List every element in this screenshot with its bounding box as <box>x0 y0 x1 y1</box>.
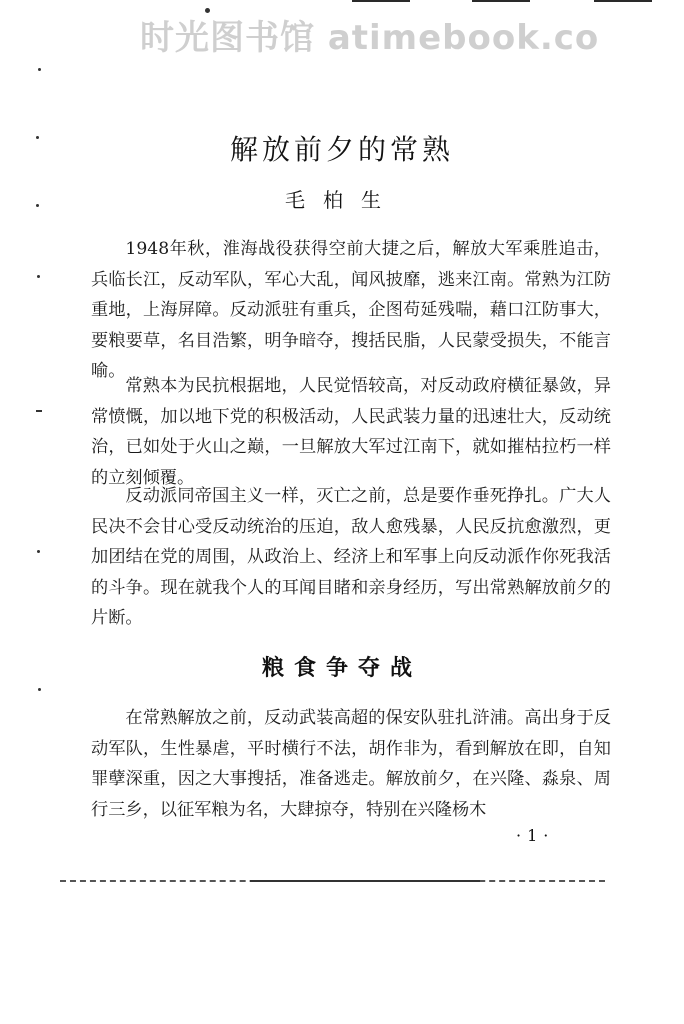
paragraph-3: 反动派同帝国主义一样，灭亡之前，总是要作垂死挣扎。广大人民决不会甘心受反动统治的压迫，敌人愈残暴，人民反抗愈激烈，更加团结在党的周围，从政治上、经济上和军事上向反动派作你死我活的斗争。现在就我个人的耳闻目睹和亲身经历，写出常熟解放前夕的片断。 <box>91 486 611 629</box>
paragraph-1: 1948年秋，淮海战役获得空前大捷之后，解放大军乘胜追击，兵临长江，反动军队，军心大乱，闻风披靡，逃来江南。常熟为江防重地，上海屏障。反动派驻有重兵，企图苟延残喘，藉口江防事大，要粮要草，名目浩繁，明争暗夺，搜括民脂，人民蒙受损失，不能言喻。 <box>91 239 611 382</box>
top-rule-2 <box>472 0 530 2</box>
scan-speck <box>38 68 41 71</box>
bottom-rule-solid <box>250 880 480 882</box>
paragraph-2: 常熟本为民抗根据地，人民觉悟较高，对反动政府横征暴敛，异常愤慨，加以地下党的积极活动，人民武装力量的迅速壮大，反动统治，已如处于火山之巅，一旦解放大军过江南下，就如摧枯拉朽一样的立刻倾覆。 <box>91 376 611 488</box>
page-number: ·1· <box>516 826 555 845</box>
scan-speck <box>36 410 42 412</box>
section-paragraph: 在常熟解放之前，反动武装高超的保安队驻扎浒浦。高出身于反动军队，生性暴虐，平时横行不法，胡作非为，看到解放在即，自知罪孽深重，因之大事搜括，准备逃走。解放前夕，在兴隆、淼泉、周行三乡，以征军粮为名，大肆掠夺，特别在兴隆杨木 <box>91 708 611 820</box>
scan-speck <box>205 8 210 13</box>
scan-speck <box>37 550 40 553</box>
article-title: 解放前夕的常熟 <box>229 133 454 166</box>
scan-speck <box>37 275 40 278</box>
article-author: 毛柏生 <box>285 188 399 212</box>
top-rule-1 <box>352 0 410 2</box>
scan-speck <box>38 688 41 691</box>
watermark-text: 时光图书馆 atimebook.co <box>140 18 600 58</box>
section-heading: 粮食争夺战 <box>261 656 422 681</box>
top-rule-3 <box>594 0 652 2</box>
